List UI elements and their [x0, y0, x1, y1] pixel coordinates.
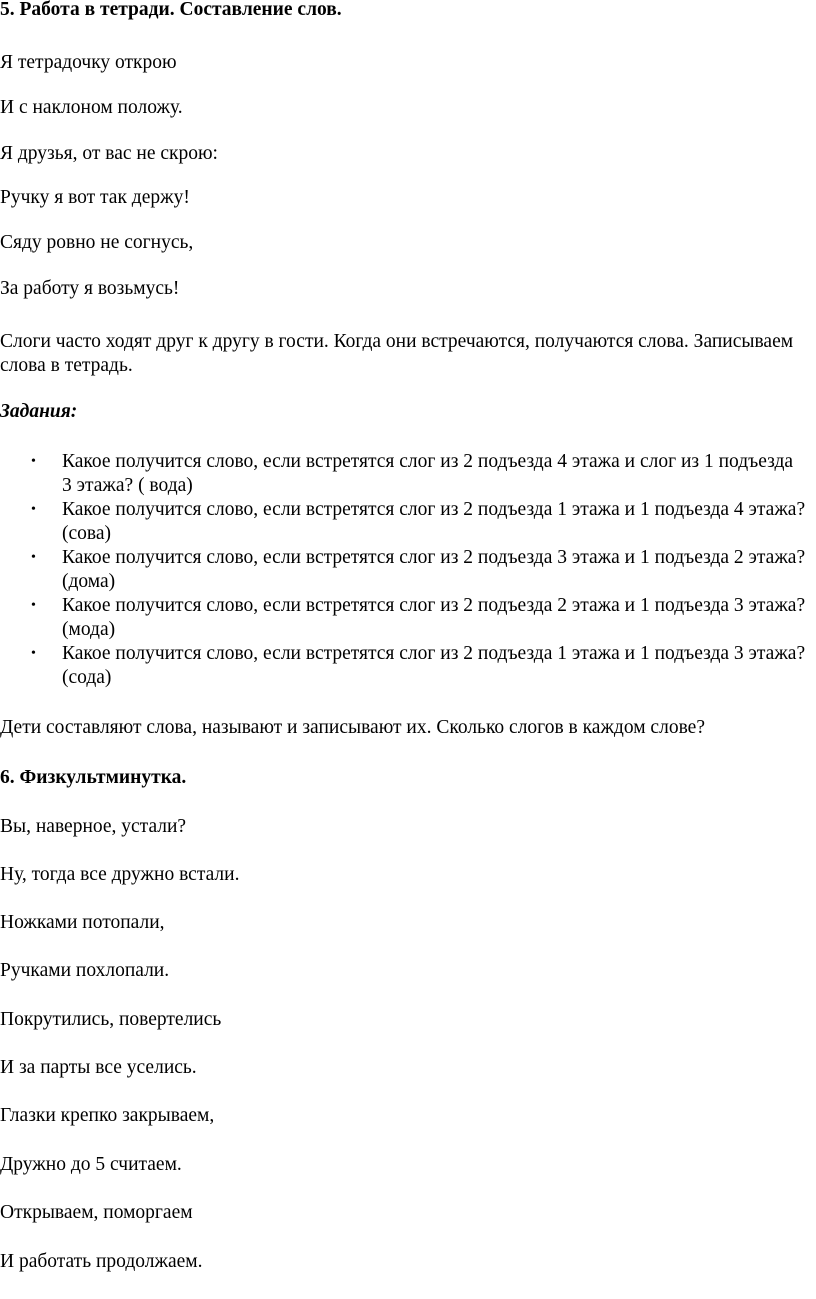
poem-line: Ручку я вот так держу!: [0, 187, 190, 208]
task-text: Какое получится слово, если встретятся слог из 2 подъезда 1 этажа и 1 подъезда 4 этажа? (сова): [62, 499, 806, 544]
poem-line: Вы, наверное, устали?: [0, 816, 187, 837]
task-text: Какое получится слово, если встретятся слог из 2 подъезда 1 этажа и 1 подъезда 3 этажа? (сода): [62, 643, 806, 688]
list-item: [0, 594, 806, 642]
poem-line: Я друзья, от вас не скрою:: [0, 143, 218, 164]
bullet-icon: •: [31, 550, 36, 565]
poem-line: Ну, тогда все дружно встали.: [0, 864, 240, 885]
list-item: [0, 450, 806, 498]
intro-paragraph: Слоги часто ходят друг к другу в гости. Когда они встречаются, получаются слова. Записываем слова в тетрадь.: [0, 331, 794, 376]
poem-line: И с наклоном положу.: [0, 97, 183, 118]
tasks-label: Задания:: [0, 401, 78, 422]
poem-line: Дружно до 5 считаем.: [0, 1154, 182, 1175]
tasks-list: [0, 450, 816, 690]
task-text: Какое получится слово, если встретятся слог из 2 подъезда 4 этажа и слог из 1 подъезда 3 этажа? ( вода): [62, 451, 794, 496]
task-text: Какое получится слово, если встретятся слог из 2 подъезда 2 этажа и 1 подъезда 3 этажа? (мода): [62, 595, 806, 640]
section-5-heading: 5. Работа в тетради. Составление слов.: [0, 0, 342, 20]
section-6-heading: 6. Физкультминутка.: [0, 767, 187, 788]
closing-paragraph: Дети составляют слова, называют и записывают их. Сколько слогов в каждом слове?: [0, 717, 705, 738]
bullet-icon: •: [31, 598, 36, 613]
list-item: [0, 642, 806, 690]
poem-line: Я тетрадочку открою: [0, 52, 177, 73]
task-text: Какое получится слово, если встретятся слог из 2 подъезда 3 этажа и 1 подъезда 2 этажа? (дома): [62, 547, 806, 592]
poem-line: Покрутились, повертелись: [0, 1009, 222, 1030]
poem-line: За работу я возьмусь!: [0, 278, 180, 299]
poem-line: Ножками потопали,: [0, 912, 165, 933]
poem-line: Ручками похлопали.: [0, 960, 170, 981]
bullet-icon: •: [31, 454, 36, 469]
poem-line: И работать продолжаем.: [0, 1251, 203, 1272]
poem-line: Открываем, поморгаем: [0, 1202, 193, 1223]
list-item: [0, 498, 806, 546]
bullet-icon: •: [31, 502, 36, 517]
poem-line: Глазки крепко закрываем,: [0, 1105, 215, 1126]
bullet-icon: •: [31, 646, 36, 661]
poem-line: Сяду ровно не согнусь,: [0, 232, 194, 253]
poem-line: И за парты все уселись.: [0, 1057, 197, 1078]
list-item: [0, 546, 806, 594]
